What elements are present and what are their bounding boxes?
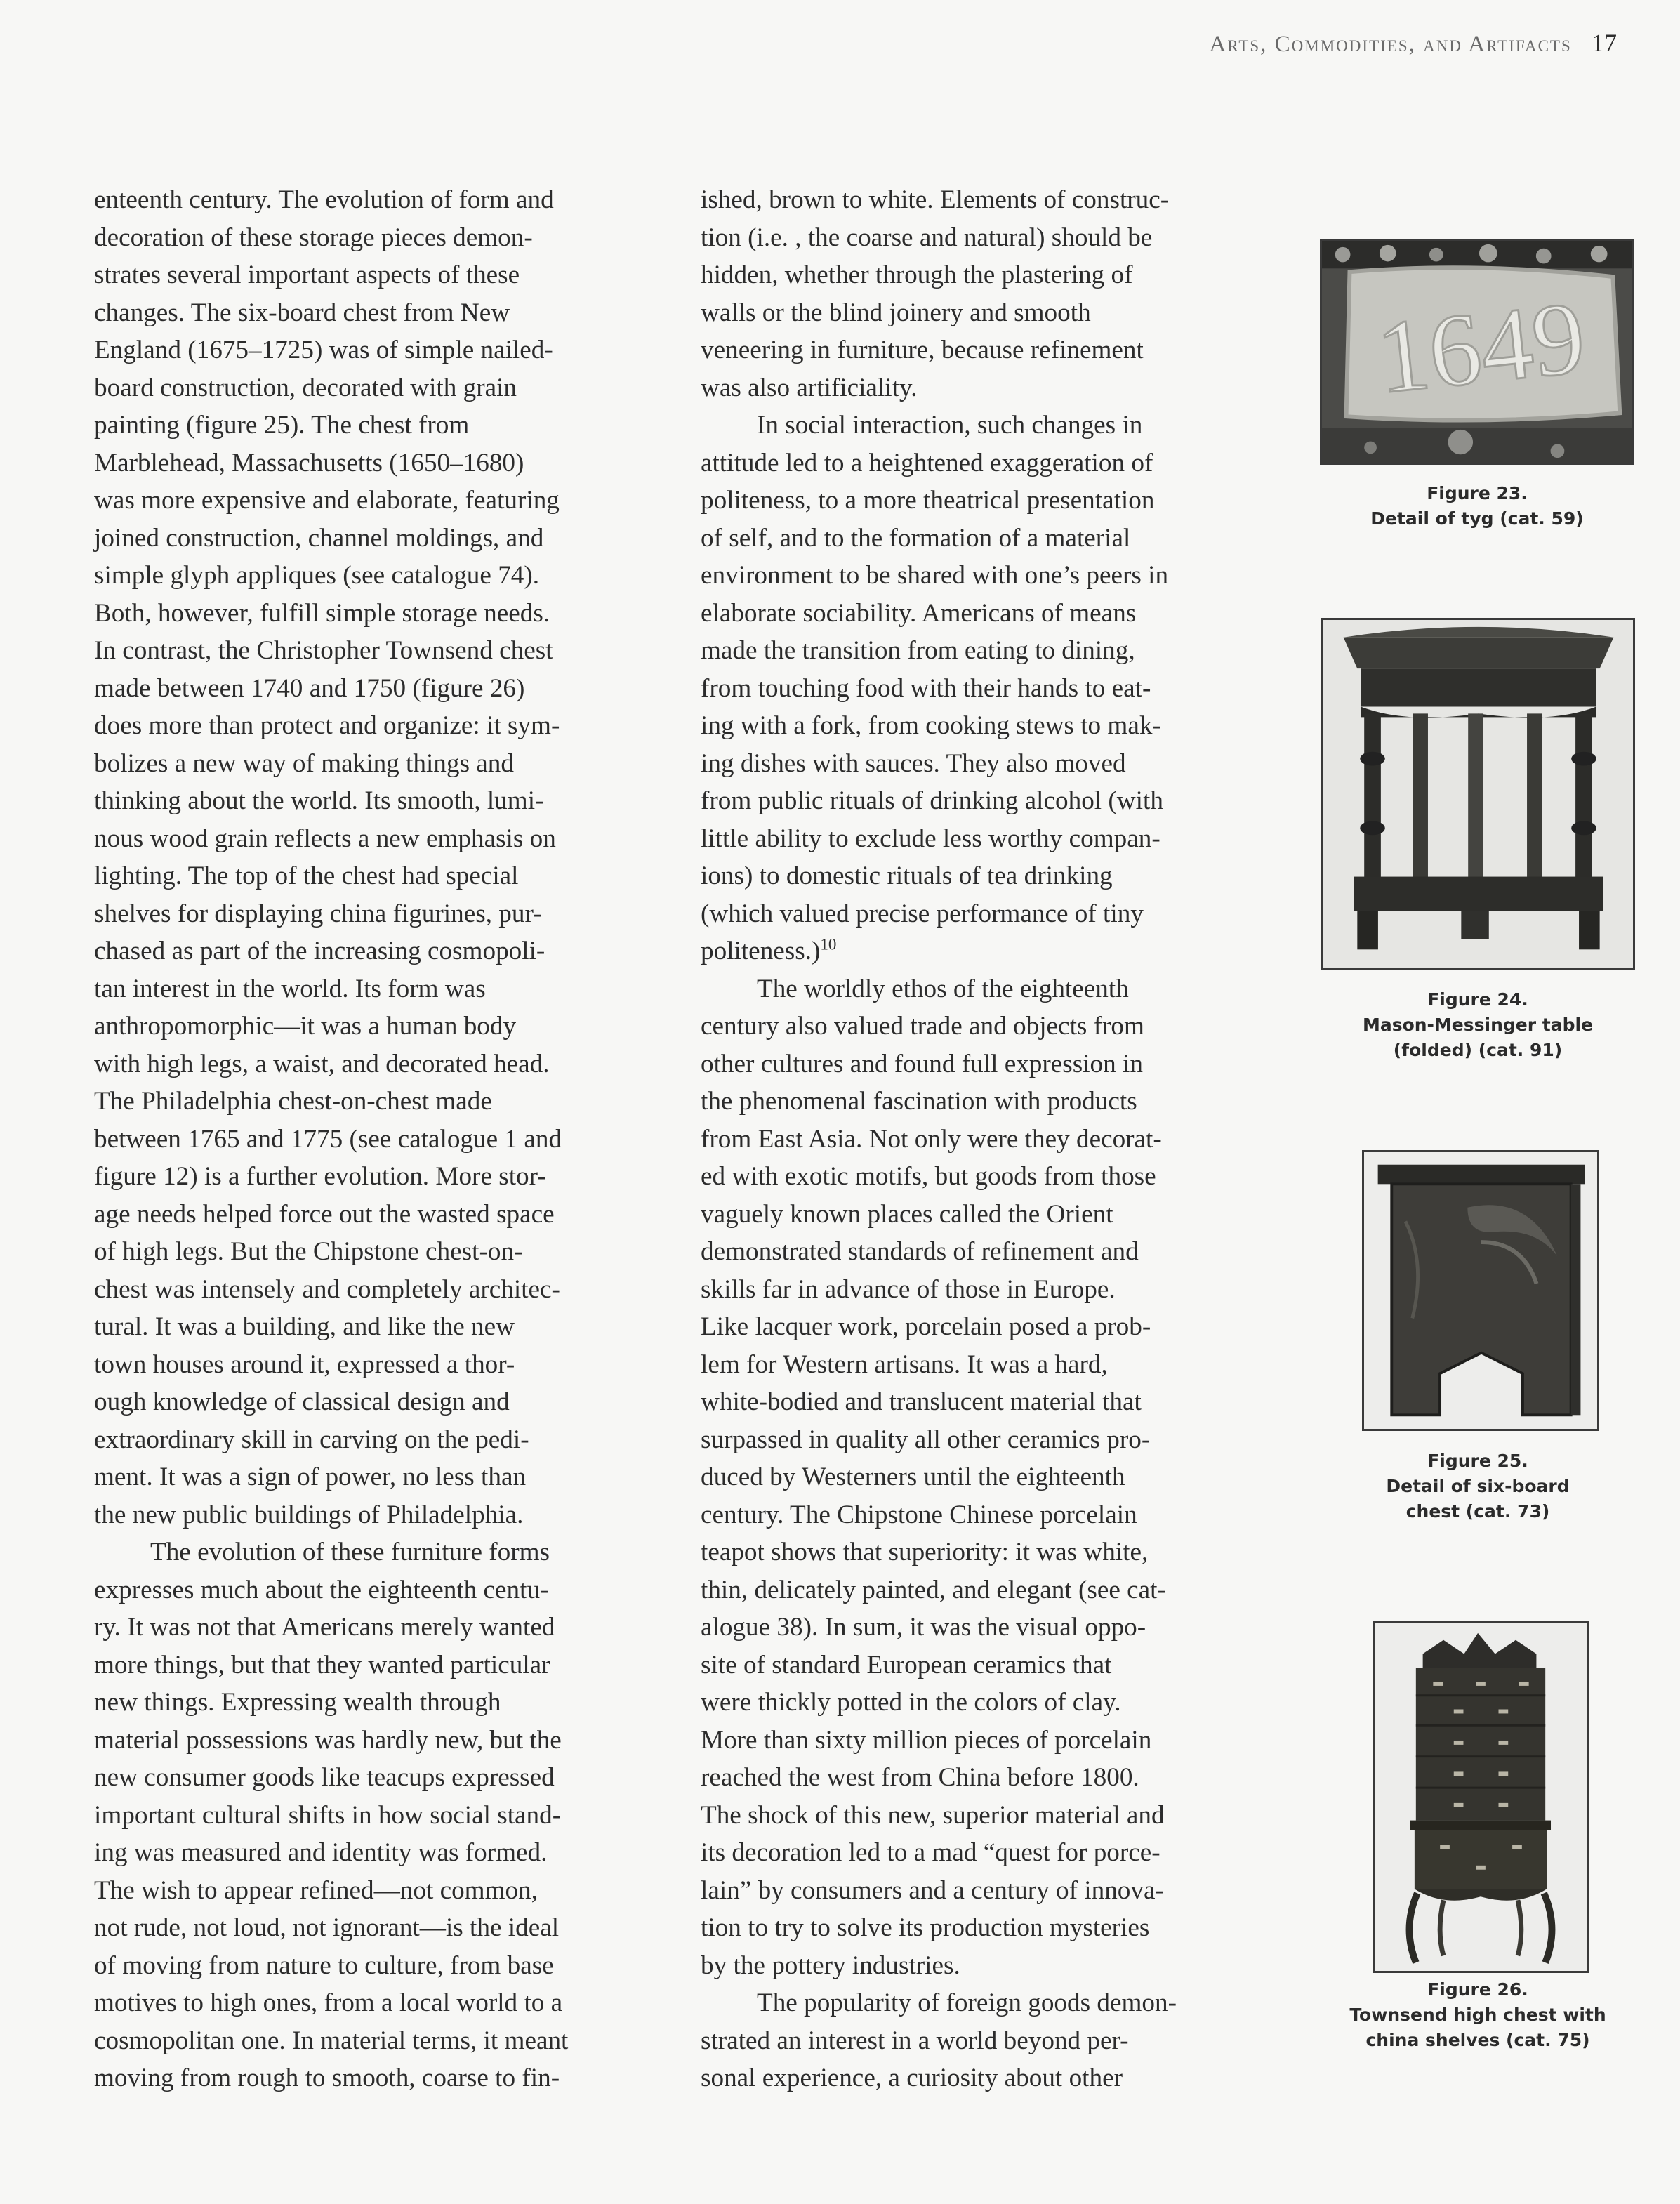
tyg-detail-image [1322,241,1632,463]
figure-23-caption [1320,481,1634,532]
figure-24-caption [1321,987,1635,1063]
page-number: 17 [1592,29,1617,57]
figure-26-caption [1321,1977,1635,2053]
figure-caption-line: chest (cat. 73) [1405,1501,1550,1522]
figure-caption-line: Mason-Messinger table [1362,1015,1594,1035]
paragraph-with-footnote [701,407,1262,970]
figure-caption-line: Detail of six-board [1386,1476,1570,1496]
figure-23-photo [1320,239,1634,465]
paragraph-text: In social interaction, such changes in attitude led to a heightened exaggeration of politeness, to a more theatrical presentation of self, and to the formation of a material environment to be shared with one’s peers in elaborate sociability. Americans of means made the transition from eating to dining, from touching food with their hands to eat- ing with a fork, from cooking stews to mak- ing dishes with sauces. They also moved from public rituals of drinking alcohol (with little ability to exclude less worthy compan- ions) to domestic rituals of tea drinking (which valued precise performance of tiny politeness.) [701,411,1169,965]
figure-number: Figure 24. [1427,989,1528,1010]
figure-caption-line: (folded) (cat. 91) [1393,1040,1563,1060]
figure-26-photo [1373,1621,1589,1973]
paragraph: The worldly ethos of the eighteenth century also valued trade and objects from other cultures and found full expression in the phenomenal fascination with products from East Asia. Not only were they decorat- ed with exotic motifs, but goods from those vaguely known places called the Orient demonstrated standards of refinement and skills far in advance of those in Europe. Like lacquer work, porcelain posed a prob- lem for Western artisans. It was a hard, white-bodied and translucent material that surpassed in quality all other ceramics pro- duced by Westerners until the eighteenth century. The Chipstone Chinese porcelain teapot shows that superiority: it was white, thin, delicately painted, and elegant (see cat- alogue 38). In sum, it was the visual oppo- site of standard European ceramics that were thickly potted in the colors of clay. More than sixty million pieces of porcelain reached the west from China before 1800. The shock of this new, superior material and its decoration led to a mad “quest for porce- lain” by consumers and a century of innova- tion to try to solve its production mysteries by the pottery industries. [701,974,1166,1980]
high-chest-image [1375,1623,1587,1971]
figure-caption-line: Detail of tyg (cat. 59) [1370,508,1584,529]
footnote-ref: 10 [820,935,837,953]
chest-detail-image [1364,1152,1597,1429]
figure-caption-line: Townsend high chest with [1349,2005,1606,2025]
text-column-right [701,181,1262,2097]
paragraph: enteenth century. The evolution of form and decoration of these storage pieces demon- strates several important aspects of these changes. The six-board chest from New England (1675–1725) was of simple nailed- board construction, decorated with grain painting (figure 25). The chest from Marblehead, Massachusetts (1650–1680) was more expensive and elaborate, featuring joined construction, channel moldings, and simple glyph appliques (see catalogue 74). Both, however, fulfill simple storage needs. In contrast, the Christopher Townsend chest made between 1740 and 1750 (figure 26) does more than protect and organize: it sym- bolizes a new way of making things and thinking about the world. Its smooth, lumi- nous wood grain reflects a new emphasis on lighting. The top of the chest had special shelves for displaying china figurines, pur- chased as part of the increasing cosmopoli- tan interest in the world. Its form was anthropomorphic—it was a human body with high legs, a waist, and decorated head. The Philadelphia chest-on-chest made between 1765 and 1775 (see catalogue 1 and figure 12) is a further evolution. More stor- age needs helped force out the wasted space of high legs. But the Chipstone chest-on- chest was intensely and completely architec- tural. It was a building, and like the new town houses around it, expressed a thor- ough knowledge of classical design and extraordinary skill in carving on the pedi- ment. It was a sign of power, no less than the new public buildings of Philadelphia. [94,185,562,1529]
text-column-left [94,181,649,2097]
figure-25-caption [1321,1449,1635,1524]
paragraph: ished, brown to white. Elements of construc- tion (i.e. , the coarse and natural) should be hidden, whether through the plastering of walls or the blind joinery and smooth veneering in furniture, because refinement was also artificiality. [701,185,1170,402]
figure-caption-line: china shelves (cat. 75) [1365,2030,1590,2050]
paragraph: The evolution of these furniture forms expresses much about the eighteenth centu- ry. It was not that Americans merely wanted more things, but that they wanted particular new things. Expressing wealth through material possessions was hardly new, but the new consumer goods like teacups expressed important cultural shifts in how social stand- ing was measured and identity was formed. The wish to appear refined—not common, not rude, not loud, not ignorant—is the ideal of moving from nature to culture, from base motives to high ones, from a local world to a cosmopolitan one. In material terms, it meant moving from rough to smooth, coarse to fin- [94,1538,569,2092]
paragraph: The popularity of foreign goods demon- strated an interest in a world beyond per- sonal experience, a curiosity about other [701,1988,1177,2092]
figure-24-photo [1321,618,1635,970]
table-image [1323,620,1633,968]
figure-number: Figure 26. [1427,1979,1528,2000]
figure-25-photo [1362,1150,1599,1431]
figure-number: Figure 25. [1427,1451,1528,1471]
tyg-date-text: 1649 [1371,279,1591,416]
running-head [1210,28,1617,58]
running-head-title: Arts, Commodities, and Artifacts [1209,32,1572,57]
figure-number: Figure 23. [1427,483,1528,503]
